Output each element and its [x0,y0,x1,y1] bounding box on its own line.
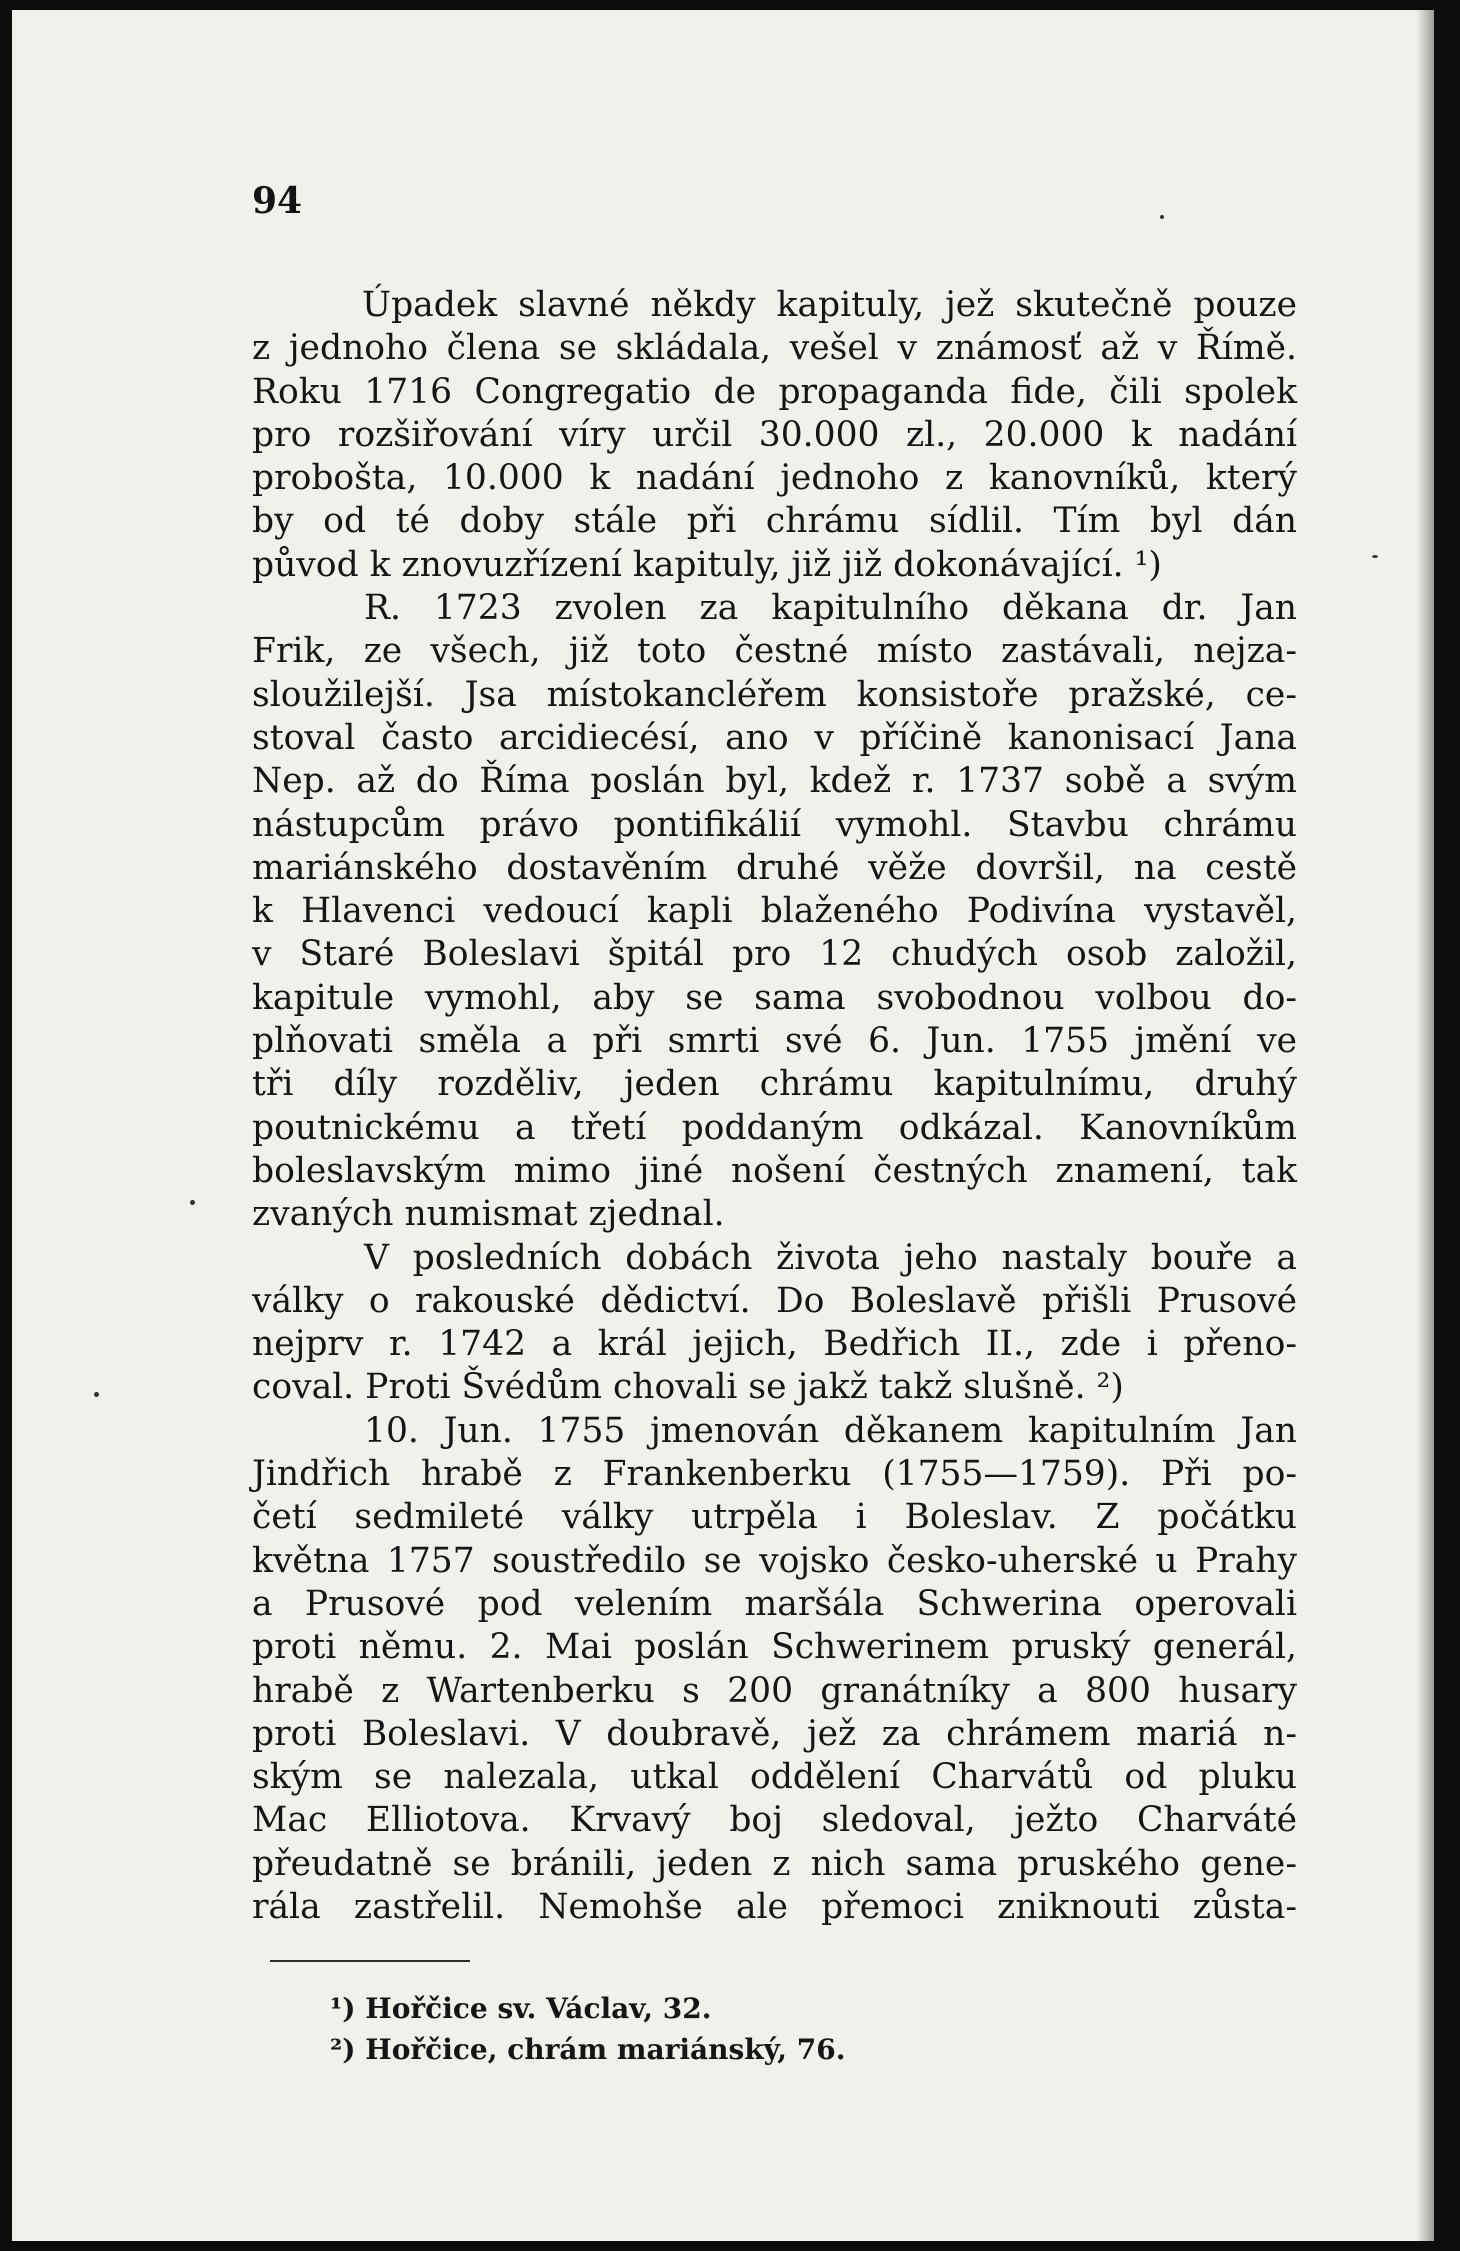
text-line: Frik, ze všech, již toto čestné místo zastávali, nejza- [252,631,1297,672]
text-line: nejprv r. 1742 a král jejich, Bedřich II., zde i přeno- [252,1324,1297,1365]
text-line: zvaných numismat zjednal. [252,1194,725,1235]
footnote-rule [270,1960,470,1962]
print-speck [94,1392,99,1397]
text-line: poutnickému a třetí poddaným odkázal. Kanovníkům [252,1107,1297,1148]
footnote: ²) Hořčice, chrám mariánský, 76. [330,2033,846,2066]
text-line: sloužilejší. Jsa místokancléřem konsistoře pražské, ce- [252,674,1297,715]
text-line: 10. Jun. 1755 jmenován děkanem kapitulním Jan [364,1410,1297,1451]
text-line: tři díly rozděliv, jeden chrámu kapitulnímu, druhý [252,1064,1297,1105]
text-line: původ k znovuzřízení kapituly, již již dokonávající. ¹) [252,544,1162,585]
text-line: v Staré Boleslavi špitál pro 12 chudých osob založil, [252,934,1297,975]
text-line: probošta, 10.000 k nadání jednoho z kanovníků, který [252,458,1297,499]
text-line: Nep. až do Říma poslán byl, kdež r. 1737 sobě a svým [252,761,1297,802]
text-line: proti němu. 2. Mai poslán Schwerinem pruský generál, [252,1627,1297,1668]
text-line: války o rakouské dědictví. Do Boleslavě přišli Prusové [252,1280,1297,1321]
text-line: k Hlavenci vedoucí kapli blaženého Podivína vystavěl, [252,891,1297,932]
text-line: Mac Elliotova. Krvavý boj sledoval, ježto Charváté [252,1800,1297,1841]
text-line: ským se nalezala, utkal oddělení Charvátů od pluku [252,1757,1297,1798]
text-line: V posledních dobách života jeho nastaly bouře a [364,1237,1297,1278]
text-line: coval. Proti Švédům chovali se jakž takž slušně. ²) [252,1367,1124,1408]
text-line: rála zastřelil. Nemohše ale přemoci zniknouti zůsta- [252,1886,1297,1927]
text-line: stoval často arcidiecésí, ano v příčině kanonisací Jana [252,717,1297,758]
text-line: Roku 1716 Congregatio de propaganda fide, čili spolek [252,371,1297,412]
text-line: Jindřich hrabě z Frankenberku (1755—1759). Při po- [252,1454,1297,1495]
page-edge-shadow [1416,10,1434,2241]
page-number: 94 [252,180,303,222]
body-text [252,284,1297,1929]
text-line: hrabě z Wartenberku s 200 granátníky a 800 husary [252,1670,1297,1711]
text-line: mariánského dostavěním druhé věže dovršil, na cestě [252,847,1297,888]
text-line: z jednoho člena se skládala, vešel v známosť až v Římě. [252,328,1297,369]
print-speck [1372,555,1378,558]
text-line: kapitule vymohl, aby se sama svobodnou volbou do- [252,977,1297,1018]
text-line: Úpadek slavné někdy kapituly, jež skutečně pouze [362,285,1297,325]
text-line: přeudatně se bránili, jeden z nich sama pruského gene- [252,1843,1297,1884]
footnote: ¹) Hořčice sv. Václav, 32. [330,1992,712,2025]
print-speck [190,1200,195,1205]
text-line: a Prusové pod velením maršála Schwerina operovali [252,1583,1297,1624]
text-line: boleslavským mimo jiné nošení čestných znamení, tak [252,1150,1297,1191]
text-line: plňovati směla a při smrti své 6. Jun. 1755 jmění ve [252,1021,1297,1062]
text-line: R. 1723 zvolen za kapitulního děkana dr. Jan [364,588,1297,629]
text-line: nástupcům právo pontifikálií vymohl. Stavbu chrámu [252,804,1297,845]
text-line: proti Boleslavi. V doubravě, jež za chrámem mariá n- [252,1713,1297,1754]
text-line: by od té doby stále při chrámu sídlil. Tím byl dán [252,501,1297,542]
text-line: května 1757 soustředilo se vojsko česko-uherské u Prahy [252,1540,1297,1581]
book-page [12,10,1434,2241]
text-line: četí sedmileté války utrpěla i Boleslav. Z počátku [252,1497,1297,1538]
print-speck [1160,215,1164,219]
text-line: pro rozšiřování víry určil 30.000 zl., 20.000 k nadání [252,414,1297,455]
footnotes [330,1988,845,2070]
